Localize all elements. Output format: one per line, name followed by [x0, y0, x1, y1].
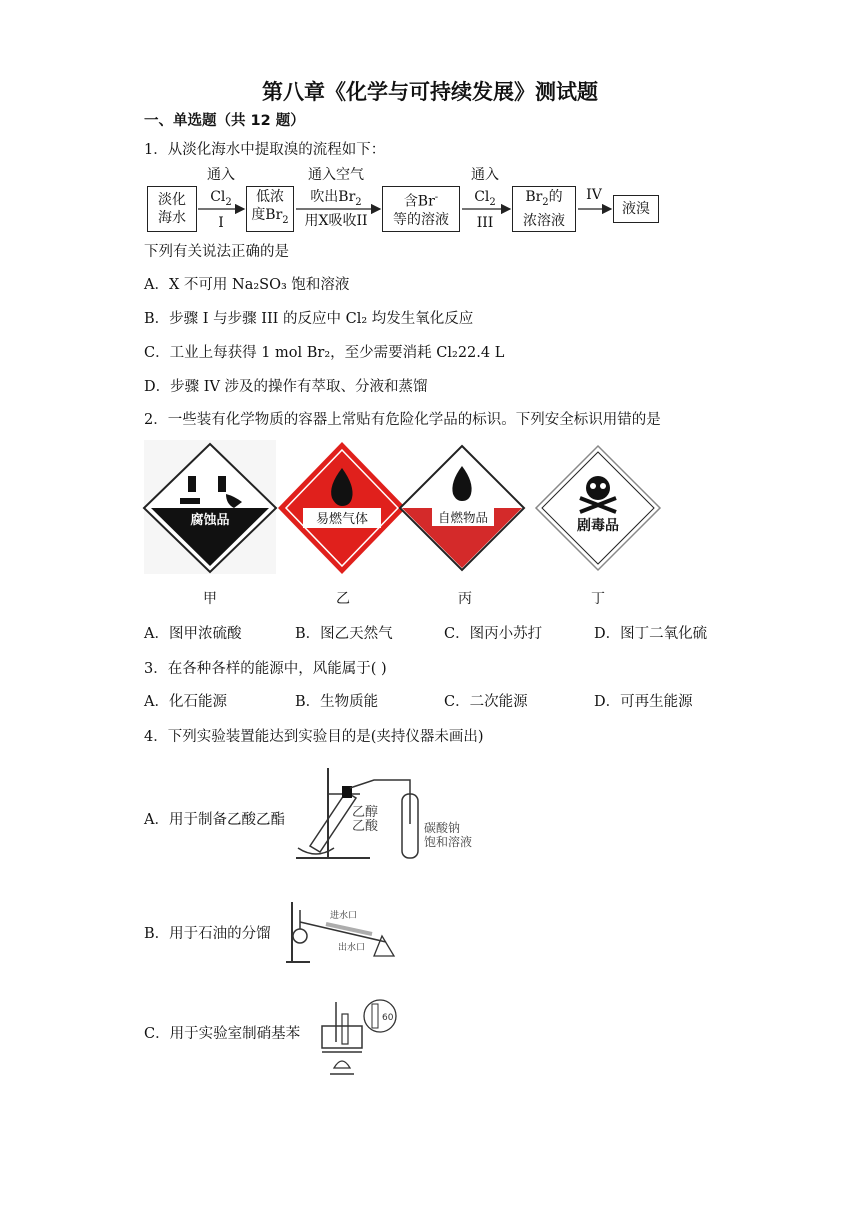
q2-option-c: C．图丙小苏打	[444, 626, 543, 642]
conical-flask-icon	[374, 936, 394, 956]
flow-text: 的	[548, 189, 563, 206]
flow-sub: 2	[225, 196, 232, 208]
condenser-icon	[300, 922, 386, 942]
sign-label: 自燃物品	[437, 510, 489, 525]
sign-caption: 丁	[591, 591, 605, 607]
flow-text: Cl	[474, 189, 490, 205]
flow-box-text: 等的溶液	[393, 211, 449, 228]
test-tube-icon	[342, 1014, 348, 1044]
flow-text: Br	[525, 189, 543, 206]
flow-arrows	[0, 0, 860, 240]
sign-caption: 乙	[336, 591, 350, 607]
skull-icon	[586, 476, 610, 500]
flow-arrow-label: III	[476, 215, 494, 231]
figure-label: 乙醇	[352, 805, 379, 820]
q2-option-b: B．图乙天然气	[295, 626, 393, 642]
q3-option-b: B．生物质能	[295, 694, 379, 710]
sign-label: 剧毒品	[577, 518, 619, 534]
q1-option-c: C．工业上每获得 1 mol Br₂，至少需要消耗 Cl₂22.4 L	[144, 345, 505, 361]
burner-icon	[334, 1061, 350, 1068]
flow-box-text: 海水	[158, 210, 186, 226]
q1-option-d: D．步骤 IV 涉及的操作有萃取、分液和蒸馏	[144, 379, 428, 395]
q2-option-a: A．图甲浓硫酸	[144, 626, 242, 642]
toxic-sign	[536, 446, 660, 570]
figure-label: 碳酸钠	[424, 821, 461, 835]
figure-label: 进水口	[330, 911, 358, 921]
q3-option-c: C．二次能源	[444, 694, 528, 710]
nitration-apparatus	[316, 996, 406, 1078]
flow-sub: 2	[489, 196, 496, 208]
sign-label: 易燃气体	[315, 512, 369, 527]
distillation-apparatus	[286, 900, 406, 966]
q2-option-d: D．图丁二氧化硫	[594, 626, 708, 642]
flow-text: Cl	[210, 189, 226, 205]
flow-arrow-label: 通入空气	[308, 167, 364, 183]
flow-box-liquid-br: 液溴	[613, 195, 659, 223]
figure-label: 60	[382, 1013, 394, 1023]
flow-arrow-label: 通入	[471, 167, 499, 183]
test-tube-icon	[188, 476, 196, 492]
flow-sup: -	[434, 192, 439, 204]
test-tube-icon	[218, 476, 226, 492]
flask-icon	[293, 929, 307, 943]
q4-stem: 4．下列实验装置能达到实验目的是(夹持仪器未画出)	[144, 729, 484, 745]
q3-option-d: D．可再生能源	[594, 694, 693, 710]
q3-stem: 3．在各种各样的能源中，风能属于( )	[144, 661, 387, 677]
flow-sub: 2	[282, 214, 289, 226]
flow-box-text: 低浓	[256, 189, 284, 206]
q4-option-c: C．用于实验室制硝基苯	[144, 1026, 301, 1042]
test-tube-icon	[310, 792, 356, 852]
flow-arrow-label: I	[218, 215, 224, 231]
q1-option-a: A．X 不可用 Na₂SO₃ 饱和溶液	[144, 277, 350, 293]
q4-option-a: A．用于制备乙酸乙酯	[144, 812, 285, 828]
flow-text: 吹出Br	[310, 189, 356, 205]
figure-label: 饱和溶液	[424, 835, 473, 849]
flow-sub: 2	[542, 196, 549, 208]
page-title: 第八章《化学与可持续发展》测试题	[262, 80, 598, 104]
flow-text: 含Br	[403, 193, 435, 210]
esterification-apparatus	[290, 764, 490, 864]
flow-arrow-label: 通入	[207, 167, 235, 183]
q1-prompt: 下列有关说法正确的是	[144, 244, 289, 260]
q2-stem: 2．一些装有化学物质的容器上常贴有危险化学品的标识。下列安全标识用错的是	[144, 412, 661, 428]
flow-text: 度Br	[251, 207, 283, 224]
flow-arrow-label: IV	[586, 187, 602, 203]
sign-caption: 甲	[203, 591, 217, 607]
sign-label: 腐蚀品	[190, 513, 230, 528]
spontaneous-combustion-sign	[400, 446, 524, 570]
figure-label: 出水口	[338, 943, 366, 953]
flammable-gas-sign	[278, 442, 406, 574]
figure-label: 乙酸	[352, 819, 379, 834]
flow-box-text: 淡化	[158, 192, 186, 208]
q1-option-b: B．步骤 I 与步骤 III 的反应中 Cl₂ 均发生氧化反应	[144, 311, 474, 327]
section-heading: 一、单选题（共 12 题）	[144, 113, 305, 129]
q1-stem: 1．从淡化海水中提取溴的流程如下：	[144, 142, 386, 158]
corrosive-sign	[144, 440, 276, 574]
flow-sub: 2	[355, 196, 362, 208]
q3-option-a: A．化石能源	[144, 694, 227, 710]
sign-caption: 丙	[458, 591, 472, 607]
hazard-signs	[140, 438, 670, 578]
flow-arrow-label: 用X吸收II	[304, 213, 368, 229]
q4-option-b: B．用于石油的分馏	[144, 926, 271, 942]
flow-box-text: 浓溶液	[523, 212, 565, 229]
